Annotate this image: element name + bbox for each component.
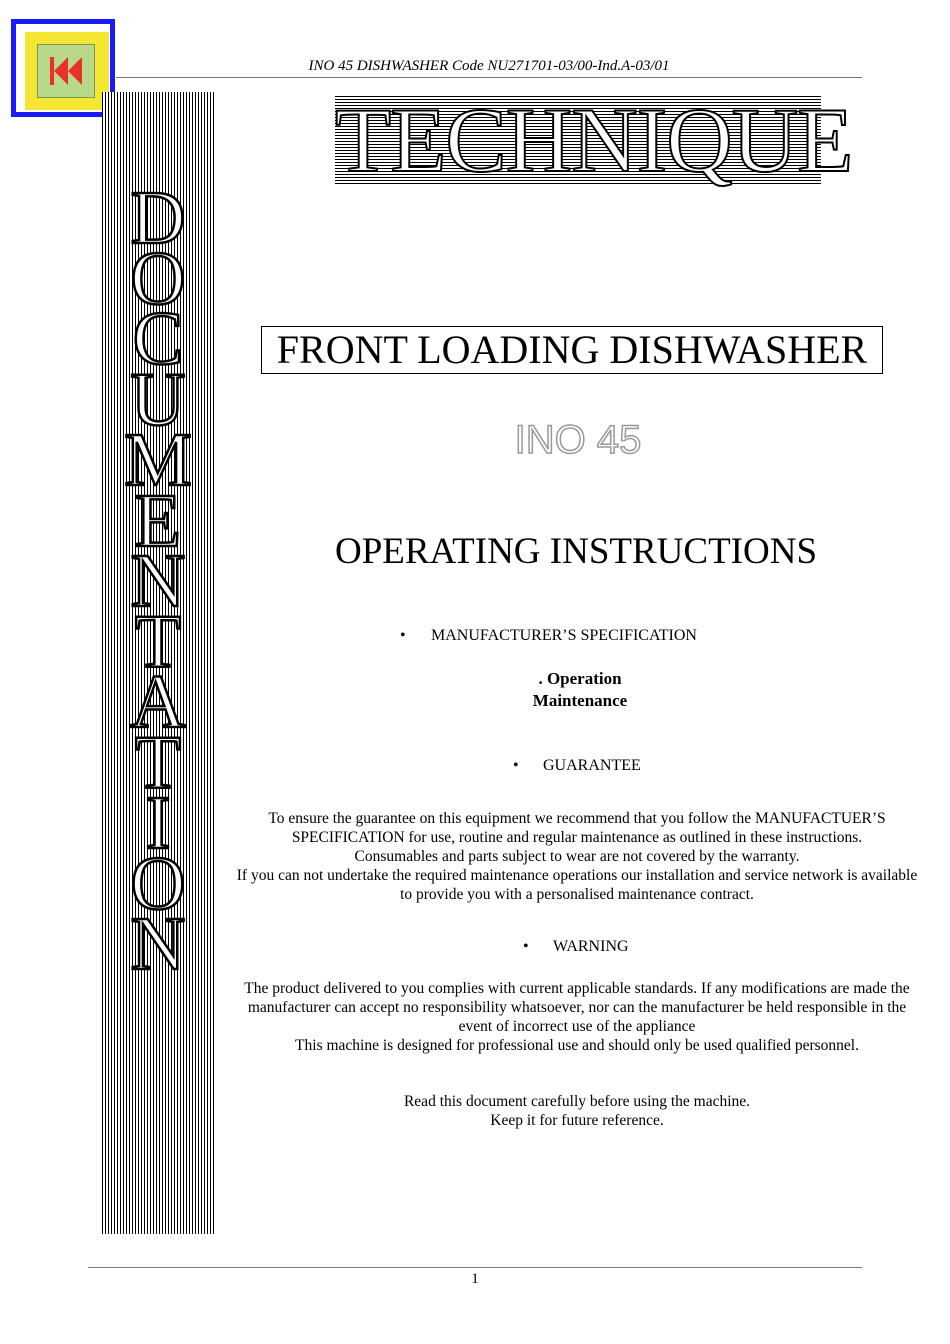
warning-text [226, 979, 928, 1055]
sidebar-letter: O [130, 236, 186, 321]
nav-button-face[interactable] [37, 44, 95, 98]
bullet: • [513, 757, 519, 774]
spec-label: MANUFACTURER’S SPECIFICATION [431, 627, 697, 644]
product-model: INO 45 [514, 418, 642, 462]
warning-line: event of incorrect use of the appliance [458, 1018, 696, 1035]
sidebar-letter: M [124, 418, 192, 502]
closing-line: Keep it for future reference. [490, 1112, 664, 1129]
guarantee-line: To ensure the guarantee on this equipment we recommend that you follow the MANUFACTUER’S [268, 810, 886, 827]
footer-divider [88, 1267, 862, 1268]
product-name: FRONT LOADING DISHWASHER [261, 326, 883, 374]
guarantee-line: Consumables and parts subject to wear are not covered by the warranty. [354, 848, 800, 865]
guarantee-label: GUARANTEE [543, 757, 641, 774]
guarantee-line: SPECIFICATION for use, routine and regular maintenance as outlined in these instructions. [291, 829, 863, 846]
spec-subitems [430, 668, 730, 712]
warning-label: WARNING [553, 938, 629, 955]
sidebar-letter: U [130, 357, 186, 442]
sidebar-letter: I [145, 781, 171, 865]
page-number: 1 [471, 1271, 479, 1287]
sidebar-letter: A [130, 660, 186, 744]
warning-heading [523, 938, 629, 956]
sidebar-letter: N [130, 539, 186, 623]
warning-line: The product delivered to you complies with current applicable standards. If any modifications are made the [244, 980, 910, 997]
guarantee-line: If you can not undertake the required maintenance operations our installation and service network is available [236, 867, 918, 884]
spec-subitem-maintenance: Maintenance [532, 691, 628, 710]
sidebar-letter: C [132, 297, 184, 381]
sidebar-letter: T [134, 599, 182, 684]
warning-line: This machine is designed for professional use and should only be used qualified personnel. [295, 1037, 859, 1054]
sidebar-vertical-title [102, 176, 214, 986]
sidebar-letter: N [130, 902, 186, 986]
closing-note [226, 1092, 928, 1130]
warning-line: manufacturer can accept no responsibility whatsoever, nor can the manufacturer be held responsible in the [247, 999, 907, 1016]
sidebar-letter: O [130, 841, 186, 926]
banner-title: TECHNIQUE [335, 89, 853, 191]
spec-subitem-operation: . Operation [538, 669, 622, 688]
closing-line: Read this document carefully before using the machine. [403, 1093, 751, 1110]
sidebar-letter: T [134, 720, 182, 805]
back-navigation-button[interactable] [11, 19, 115, 117]
sidebar-letter: E [134, 478, 182, 563]
sidebar-vertical-text [124, 176, 192, 986]
bullet: • [523, 938, 529, 955]
skip-back-icon [46, 53, 86, 89]
sidebar-letter: D [130, 176, 186, 260]
document-reference: INO 45 DISHWASHER Code NU271701-03/00-Ind.A-03/01 [308, 58, 670, 74]
header-divider [116, 77, 862, 78]
guarantee-heading [513, 757, 641, 775]
document-title: OPERATING INSTRUCTIONS [334, 531, 818, 572]
spec-heading [400, 627, 697, 645]
guarantee-text [226, 809, 928, 904]
bullet: • [400, 627, 406, 644]
guarantee-line: to provide you with a personalised maintenance contract. [400, 886, 754, 903]
